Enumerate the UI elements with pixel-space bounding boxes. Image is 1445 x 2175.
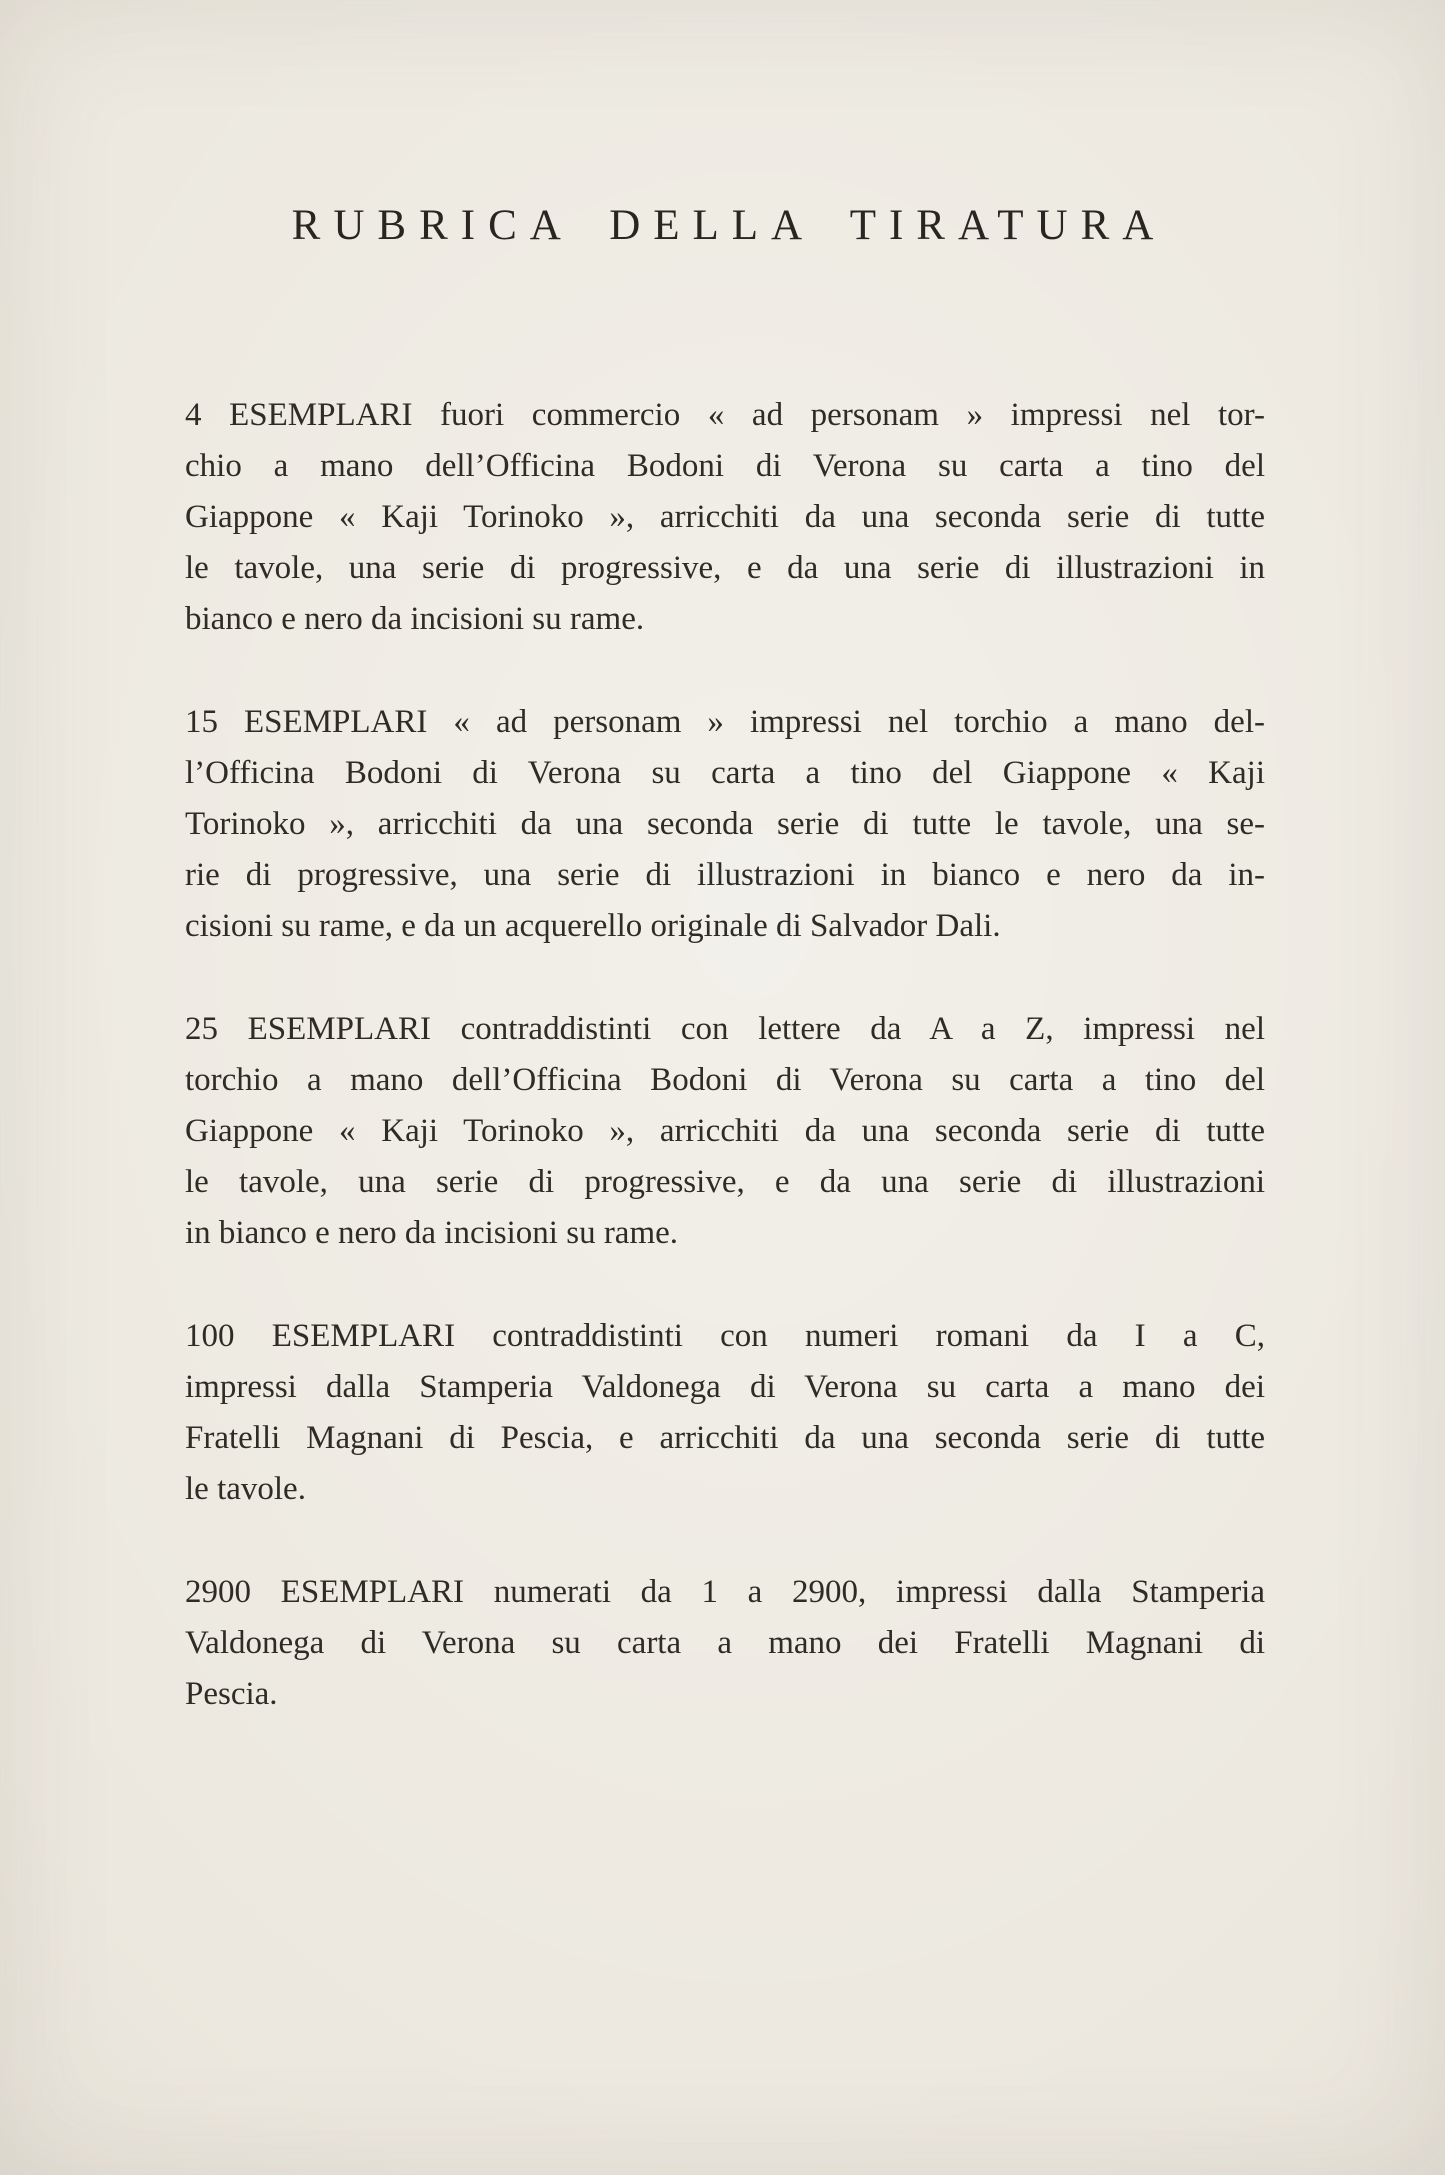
text-line: in bianco e nero da incisioni su rame. — [185, 1215, 679, 1251]
text-line: cisioni su rame, e da un acquerello originale di Salvador Dali. — [185, 908, 1001, 944]
page-title: RUBRICA DELLA TIRATURA — [291, 202, 1167, 249]
text-line: Fratelli Magnani di Pescia, e arricchiti da una seconda serie di tutte — [185, 1420, 1265, 1456]
paragraph-edition-4-copies — [185, 390, 1265, 645]
text-line: Pescia. — [185, 1676, 278, 1712]
text-line: le tavole. — [185, 1471, 306, 1507]
text-line: rie di progressive, una serie di illustrazioni in bianco e nero da in- — [185, 857, 1265, 893]
paragraph-edition-100-copies — [185, 1311, 1265, 1515]
text-line: le tavole, una serie di progressive, e da una serie di illustrazioni — [185, 1164, 1265, 1200]
paragraph-edition-2900-copies — [185, 1567, 1265, 1720]
text-line: 2900 ESEMPLARI numerati da 1 a 2900, impressi dalla Stamperia — [185, 1574, 1265, 1610]
text-line: Giappone « Kaji Torinoko », arricchiti da una seconda serie di tutte — [185, 499, 1265, 535]
text-line: l’Officina Bodoni di Verona su carta a tino del Giappone « Kaji — [185, 755, 1265, 791]
text-line: chio a mano dell’Officina Bodoni di Verona su carta a tino del — [185, 448, 1265, 484]
text-line: 25 ESEMPLARI contraddistinti con lettere da A a Z, impressi nel — [185, 1011, 1265, 1047]
text-line: 100 ESEMPLARI contraddistinti con numeri romani da I a C, — [185, 1318, 1265, 1354]
text-line: impressi dalla Stamperia Valdonega di Verona su carta a mano dei — [185, 1369, 1265, 1405]
text-line: Valdonega di Verona su carta a mano dei Fratelli Magnani di — [185, 1625, 1265, 1661]
limitation-text-block — [185, 390, 1265, 1772]
text-line: bianco e nero da incisioni su rame. — [185, 601, 645, 637]
paragraph-edition-25-copies — [185, 1004, 1265, 1259]
text-line: 15 ESEMPLARI « ad personam » impressi nel torchio a mano del- — [185, 704, 1265, 740]
text-line: Torinoko », arricchiti da una seconda serie di tutte le tavole, una se- — [185, 806, 1265, 842]
text-line: torchio a mano dell’Officina Bodoni di Verona su carta a tino del — [185, 1062, 1265, 1098]
text-line: le tavole, una serie di progressive, e da una serie di illustrazioni in — [185, 550, 1265, 586]
text-line: Giappone « Kaji Torinoko », arricchiti da una seconda serie di tutte — [185, 1113, 1265, 1149]
paragraph-edition-15-copies — [185, 697, 1265, 952]
text-line: 4 ESEMPLARI fuori commercio « ad personam » impressi nel tor- — [185, 397, 1265, 433]
